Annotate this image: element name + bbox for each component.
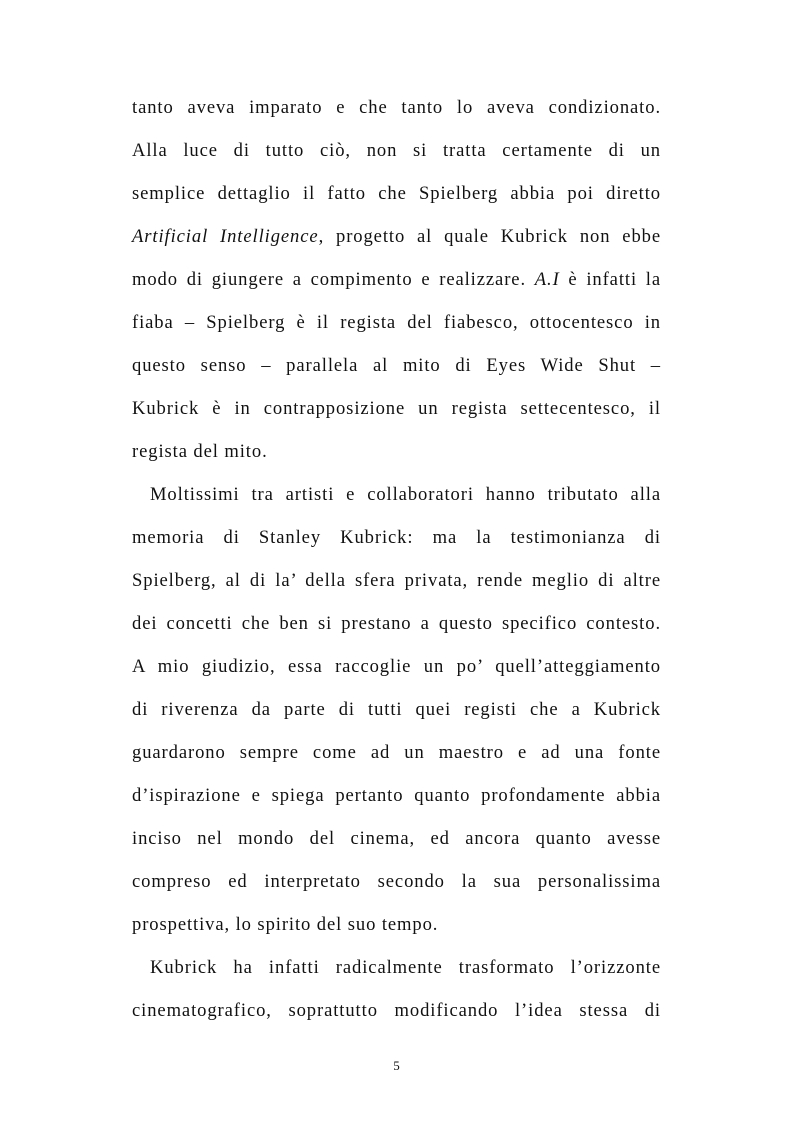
text-line: Kubrick ha infatti radicalmente trasformato l’orizzonte bbox=[150, 957, 661, 978]
text-line: Alla luce di tutto ciò, non si tratta certamente di un bbox=[132, 140, 661, 161]
paragraph-2 bbox=[132, 473, 661, 946]
text-line bbox=[132, 258, 661, 301]
text-line: Kubrick è in contrapposizione un regista settecentesco, il bbox=[132, 398, 661, 419]
text-line: cinematografico, soprattutto modificando l’idea stessa di bbox=[132, 1000, 661, 1021]
text-line: tanto aveva imparato e che tanto lo aveva condizionato. bbox=[132, 97, 661, 118]
text-line: inciso nel mondo del cinema, ed ancora quanto avesse bbox=[132, 828, 661, 849]
text-line: dei concetti che ben si prestano a questo specifico contesto. bbox=[132, 613, 661, 634]
text-line: compreso ed interpretato secondo la sua personalissima bbox=[132, 871, 661, 892]
text-line: questo senso – parallela al mito di Eyes Wide Shut – bbox=[132, 355, 661, 376]
paragraph-3 bbox=[132, 946, 661, 1032]
text-span: modo di giungere a compimento e realizzare. bbox=[132, 269, 535, 290]
text-line: d’ispirazione e spiega pertanto quanto profondamente abbia bbox=[132, 785, 661, 806]
text-line: guardarono sempre come ad un maestro e ad una fonte bbox=[132, 742, 661, 763]
text-line: prospettiva, lo spirito del suo tempo. bbox=[132, 914, 439, 935]
text-line bbox=[132, 215, 661, 258]
paragraph-1 bbox=[132, 86, 661, 473]
text-line: Moltissimi tra artisti e collaboratori hanno tributato alla bbox=[150, 484, 661, 505]
film-title-italic: Artificial Intelligence bbox=[132, 226, 319, 247]
page-number: 5 bbox=[393, 1058, 400, 1073]
text-line: di riverenza da parte di tutti quei registi che a Kubrick bbox=[132, 699, 661, 720]
text-line: memoria di Stanley Kubrick: ma la testimonianza di bbox=[132, 527, 661, 548]
text-line: Spielberg, al di la’ della sfera privata, rende meglio di altre bbox=[132, 570, 661, 591]
text-line: A mio giudizio, essa raccoglie un po’ quell’atteggiamento bbox=[132, 656, 661, 677]
text-line: semplice dettaglio il fatto che Spielberg abbia poi diretto bbox=[132, 183, 661, 204]
text-line: regista del mito. bbox=[132, 441, 268, 462]
text-span: , progetto al quale Kubrick non ebbe bbox=[318, 226, 661, 247]
document-page bbox=[132, 86, 661, 1032]
film-title-italic: A.I bbox=[534, 269, 560, 290]
text-span: è infatti la bbox=[559, 269, 661, 290]
text-line: fiaba – Spielberg è il regista del fiabesco, ottocentesco in bbox=[132, 312, 661, 333]
